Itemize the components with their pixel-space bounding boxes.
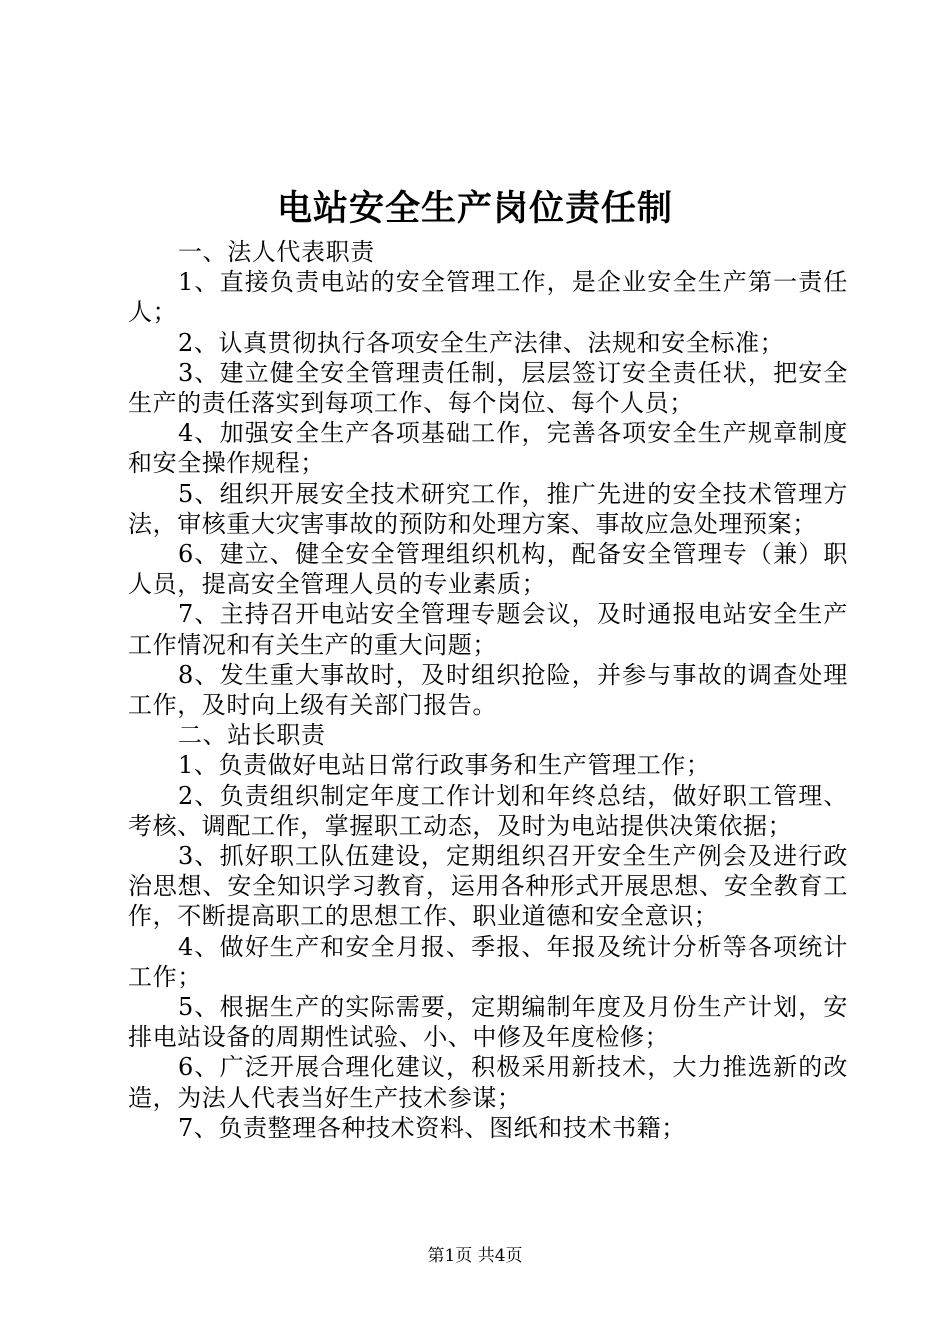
paragraph-item: 6、广泛开展合理化建议，积极采用新技术，大力推选新的改造，为法人代表当好生产技术参谋； bbox=[128, 1053, 848, 1112]
paragraph-item: 4、做好生产和安全月报、季报、年报及统计分析等各项统计工作； bbox=[128, 932, 848, 991]
document-title: 电站安全生产岗位责任制 bbox=[276, 188, 673, 229]
paragraph-item: 2、负责组织制定年度工作计划和年终总结，做好职工管理、考核、调配工作，掌握职工动态，及时为电站提供决策依据； bbox=[128, 781, 848, 840]
paragraph-item: 5、根据生产的实际需要，定期编制年度及月份生产计划，安排电站设备的周期性试验、小、中修及年度检修； bbox=[128, 993, 848, 1052]
paragraph-item: 5、组织开展安全技术研究工作，推广先进的安全技术管理方法，审核重大灾害事故的预防和处理方案、事故应急处理预案； bbox=[128, 479, 848, 538]
section-heading-station-chief: 二、站长职责 bbox=[178, 721, 326, 750]
paragraph-item: 1、直接负责电站的安全管理工作，是企业安全生产第一责任人； bbox=[128, 268, 848, 327]
paragraph-item: 7、负责整理各种技术资料、图纸和技术书籍； bbox=[178, 1113, 686, 1142]
paragraph-item: 8、发生重大事故时，及时组织抢险，并参与事故的调查处理工作，及时向上级有关部门报告。 bbox=[128, 660, 848, 720]
paragraph-item: 6、建立、健全安全管理组织机构，配备安全管理专（兼）职人员，提高安全管理人员的专业素质； bbox=[128, 540, 848, 599]
paragraph-item: 1、负责做好电站日常行政事务和生产管理工作； bbox=[178, 751, 711, 780]
section-heading-legal-rep: 一、法人代表职责 bbox=[178, 238, 375, 266]
paragraph-item: 4、加强安全生产各项基础工作，完善各项安全生产规章制度和安全操作规程； bbox=[128, 419, 848, 478]
paragraph-item: 3、建立健全安全管理责任制，层层签订安全责任状，把安全生产的责任落实到每项工作、每个岗位、每个人员； bbox=[128, 358, 848, 418]
page-number-footer: 第1页 共4页 bbox=[427, 1246, 523, 1266]
document-body bbox=[128, 237, 848, 1143]
paragraph-item: 3、抓好职工队伍建设，定期组织召开安全生产例会及进行政治思想、安全知识学习教育，运用各种形式开展思想、安全教育工作，不断提高职工的思想工作、职业道德和安全意识； bbox=[128, 842, 848, 931]
paragraph-item: 2、认真贯彻执行各项安全生产法律、法规和安全标准； bbox=[178, 328, 785, 357]
paragraph-item: 7、主持召开电站安全管理专题会议，及时通报电站安全生产工作情况和有关生产的重大问题； bbox=[128, 600, 848, 659]
